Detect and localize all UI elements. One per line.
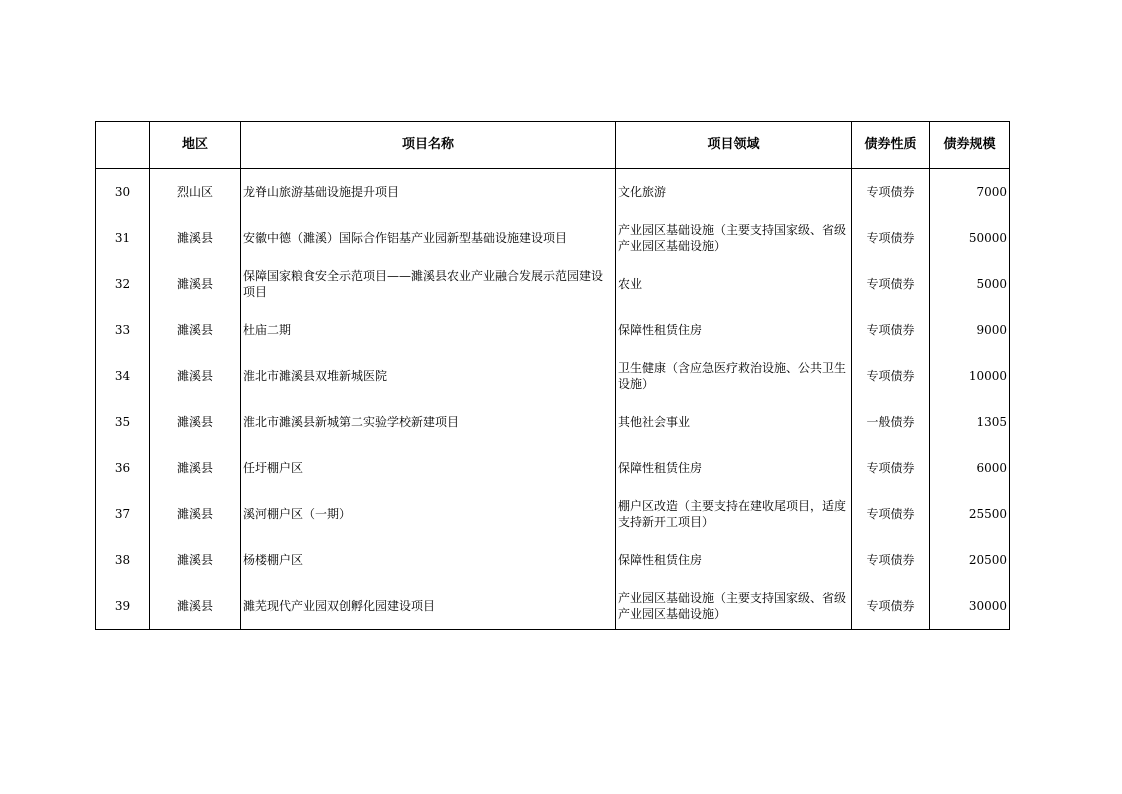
row-bond-scale: 25500 [930,491,1010,537]
row-bond-scale: 7000 [930,169,1010,216]
row-bond-type: 专项债券 [852,307,930,353]
row-project-field: 保障性租赁住房 [616,445,852,491]
row-project-name: 任圩棚户区 [241,445,616,491]
row-bond-type: 专项债券 [852,215,930,261]
row-project-field: 产业园区基础设施（主要支持国家级、省级产业园区基础设施） [616,215,852,261]
table-row [96,307,1010,353]
row-project-name: 安徽中德（濉溪）国际合作铝基产业园新型基础设施建设项目 [241,215,616,261]
table-row [96,583,1010,630]
row-index: 33 [96,307,150,353]
row-region: 濉溪县 [150,491,241,537]
header-bond-type: 债券性质 [852,122,930,169]
table-row [96,399,1010,445]
table-header-row [96,122,1010,169]
row-bond-type: 专项债券 [852,583,930,630]
header-region: 地区 [150,122,241,169]
row-project-name: 淮北市濉溪县双堆新城医院 [241,353,616,399]
header-project-field: 项目领域 [616,122,852,169]
row-bond-scale: 6000 [930,445,1010,491]
row-bond-type: 专项债券 [852,353,930,399]
row-project-field: 保障性租赁住房 [616,307,852,353]
row-index: 39 [96,583,150,630]
table-row [96,537,1010,583]
row-bond-type: 一般债券 [852,399,930,445]
row-project-field: 其他社会事业 [616,399,852,445]
row-project-name: 保障国家粮食安全示范项目——濉溪县农业产业融合发展示范园建设项目 [241,261,616,307]
row-project-field: 文化旅游 [616,169,852,216]
table-body [96,169,1010,630]
table-row [96,169,1010,216]
header-project-name: 项目名称 [241,122,616,169]
row-bond-scale: 5000 [930,261,1010,307]
row-project-name: 溪河棚户区（一期） [241,491,616,537]
row-index: 36 [96,445,150,491]
row-index: 35 [96,399,150,445]
row-region: 濉溪县 [150,261,241,307]
row-region: 濉溪县 [150,353,241,399]
row-project-field: 卫生健康（含应急医疗救治设施、公共卫生设施） [616,353,852,399]
row-project-name: 杨楼棚户区 [241,537,616,583]
table-row [96,261,1010,307]
row-project-field: 保障性租赁住房 [616,537,852,583]
row-index: 38 [96,537,150,583]
row-bond-type: 专项债券 [852,445,930,491]
row-bond-type: 专项债券 [852,537,930,583]
row-region: 濉溪县 [150,215,241,261]
row-index: 31 [96,215,150,261]
row-bond-scale: 50000 [930,215,1010,261]
row-bond-scale: 9000 [930,307,1010,353]
row-bond-scale: 20500 [930,537,1010,583]
row-bond-type: 专项债券 [852,169,930,216]
row-project-name: 杜庙二期 [241,307,616,353]
row-index: 37 [96,491,150,537]
row-index: 30 [96,169,150,216]
row-project-field: 产业园区基础设施（主要支持国家级、省级产业园区基础设施） [616,583,852,630]
table-row [96,215,1010,261]
row-region: 烈山区 [150,169,241,216]
table-row [96,353,1010,399]
row-project-name: 淮北市濉溪县新城第二实验学校新建项目 [241,399,616,445]
row-region: 濉溪县 [150,399,241,445]
row-bond-scale: 30000 [930,583,1010,630]
row-bond-scale: 1305 [930,399,1010,445]
table-row [96,491,1010,537]
row-region: 濉溪县 [150,583,241,630]
row-project-field: 农业 [616,261,852,307]
table-row [96,445,1010,491]
row-region: 濉溪县 [150,445,241,491]
row-bond-type: 专项债券 [852,261,930,307]
bond-project-table [95,121,1010,630]
row-index: 34 [96,353,150,399]
header-bond-scale: 债券规模 [930,122,1010,169]
row-project-name: 濉芜现代产业园双创孵化园建设项目 [241,583,616,630]
row-index: 32 [96,261,150,307]
row-bond-scale: 10000 [930,353,1010,399]
row-region: 濉溪县 [150,307,241,353]
row-region: 濉溪县 [150,537,241,583]
row-project-field: 棚户区改造（主要支持在建收尾项目，适度支持新开工项目） [616,491,852,537]
row-bond-type: 专项债券 [852,491,930,537]
row-project-name: 龙脊山旅游基础设施提升项目 [241,169,616,216]
header-index [96,122,150,169]
